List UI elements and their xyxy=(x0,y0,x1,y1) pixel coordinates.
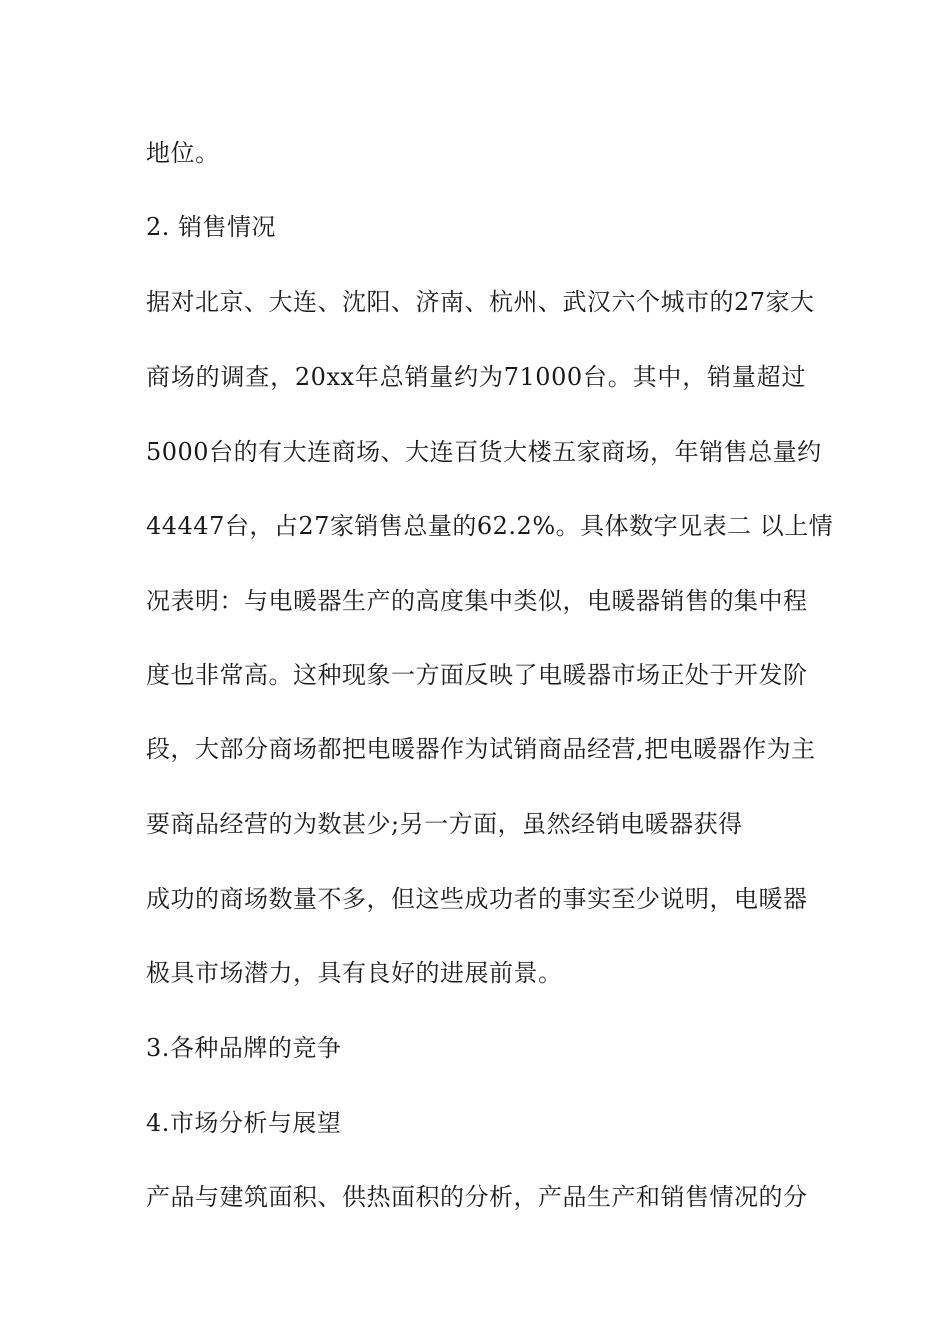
text-line: 商场的调查，20xx年总销量约为71000台。其中，销量超过 xyxy=(146,363,806,391)
text-line: 5000台的有大连商场、大连百货大楼五家商场，年销售总量约 xyxy=(146,438,822,466)
text-line: 段，大部分商场都把电暖器作为试销商品经营,把电暖器作为主 xyxy=(146,735,816,763)
text-line: 44447台，占27家销售总量的62.2%。具体数字见表二 以上情 xyxy=(146,512,834,540)
text-line: 况表明：与电暖器生产的高度集中类似，电暖器销售的集中程 xyxy=(146,587,808,615)
text-line: 要商品经营的为数甚少;另一方面，虽然经销电暖器获得 xyxy=(146,810,743,838)
section-heading: 3.各种品牌的竞争 xyxy=(146,1034,342,1062)
text-line: 极具市场潜力，具有良好的进展前景。 xyxy=(146,959,563,987)
section-heading: 2. 销售情况 xyxy=(146,213,277,241)
section-heading: 4.市场分析与展望 xyxy=(146,1109,342,1137)
text-line: 度也非常高。这种现象一方面反映了电暖器市场正处于开发阶 xyxy=(146,661,808,689)
text-line: 产品与建筑面积、供热面积的分析，产品生产和销售情况的分 xyxy=(146,1183,808,1211)
text-line: 成功的商场数量不多，但这些成功者的事实至少说明，电暖器 xyxy=(146,885,808,913)
text-line: 地位。 xyxy=(146,139,220,167)
text-line: 据对北京、大连、沈阳、济南、杭州、武汉六个城市的27家大 xyxy=(146,288,815,316)
